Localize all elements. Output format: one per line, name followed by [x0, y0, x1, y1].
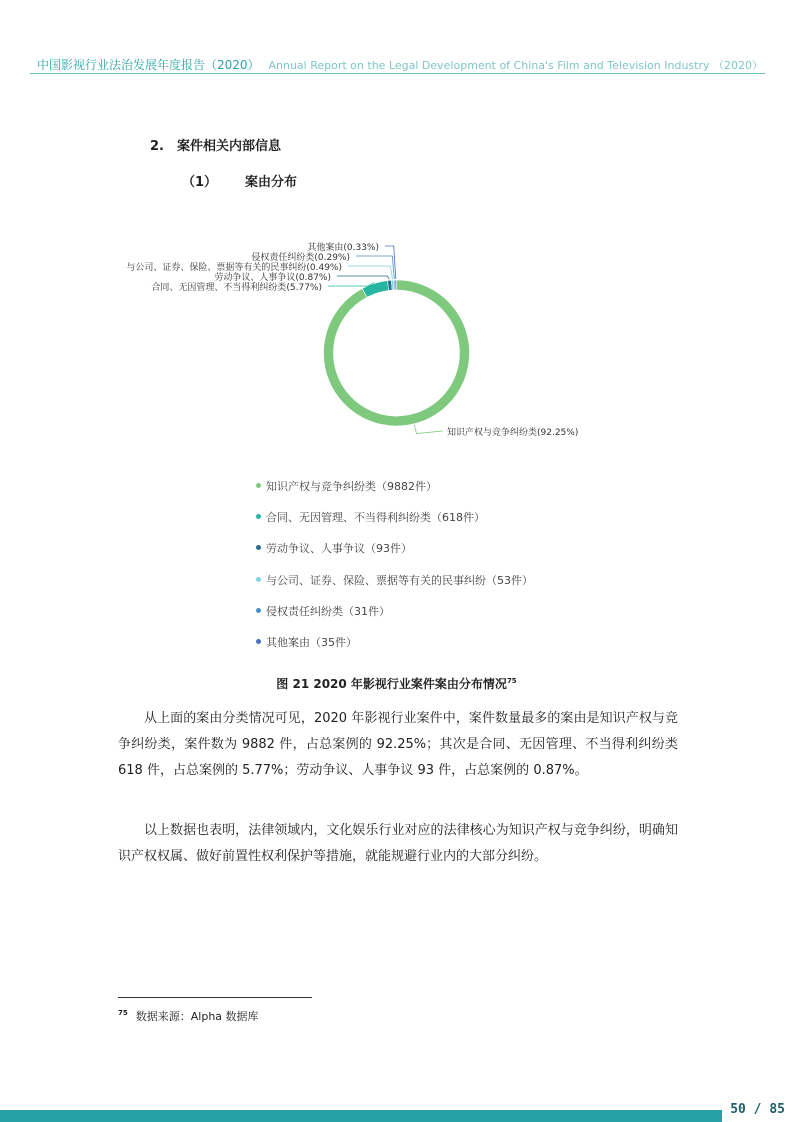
- donut-callout-line-company: [348, 266, 392, 279]
- legend-label-labor: 劳动争议、人事争议（93件）: [266, 542, 412, 556]
- body-paragraph-1: 从上面的案由分类情况可见，2020 年影视行业案件中，案件数量最多的案由是知识产权与竞争纠纷类，案件数为 9882 件，占总案例的 92.25%；其次是合同、无因管理、不当得利纠纷类 618 件，占总案例的 5.77%；劳动争议、人事争议 93 件，占总案例的 0.87%。: [118, 711, 678, 778]
- figure-caption: [0, 675, 793, 692]
- donut-slice-other: [395, 280, 396, 290]
- legend-label-other: 其他案由（35件）: [266, 635, 357, 649]
- donut-label-other: 其他案由(0.33%): [307, 243, 379, 253]
- header-title-cn: 中国影视行业法治发展年度报告（2020）: [37, 58, 260, 72]
- legend-swatch-labor: [256, 545, 261, 550]
- body-paragraph-2: 以上数据也表明，法律领域内，文化娱乐行业对应的法律核心为知识产权与竞争纠纷，明确知识产权权属、做好前置性权利保护等措施，就能规避行业内的大部分纠纷。: [118, 823, 678, 864]
- legend-swatch-tort: [256, 608, 261, 613]
- donut-label-company: 与公司、证券、保险、票据等有关的民事纠纷(0.49%): [126, 263, 342, 273]
- legend-label-contract: 合同、无因管理、不当得利纠纷类（618件）: [266, 511, 485, 525]
- donut-callout-line-contract: [328, 282, 374, 286]
- donut-callout-line-labor: [337, 276, 389, 279]
- footer-bar: [0, 1110, 722, 1122]
- subsection-number: （1）: [182, 175, 218, 190]
- legend-label-ip: 知识产权与竞争纠纷类（9882件）: [266, 480, 437, 493]
- page-number: 50 / 85: [730, 1102, 785, 1117]
- figure-caption-text: 图 21 2020 年影视行业案件案由分布情况: [276, 677, 507, 691]
- legend-label-company: 与公司、证券、保险、票据等有关的民事纠纷（53件）: [266, 573, 533, 587]
- donut-label-labor: 劳动争议、人事争议(0.87%): [214, 273, 331, 283]
- chart-legend: [256, 478, 533, 665]
- legend-item-other: [256, 634, 533, 665]
- footnote-divider: [118, 997, 312, 998]
- donut-chart: [0, 0, 793, 470]
- donut-label-ip: 知识产权与竞争纠纷类(92.25%): [447, 428, 579, 438]
- legend-swatch-other: [256, 639, 261, 644]
- legend-item-tort: [256, 603, 533, 634]
- donut-label-tort: 侵权责任纠纷类(0.29%): [251, 253, 350, 263]
- footnote: [118, 1008, 259, 1024]
- header-title-en: Annual Report on the Legal Development of China's Film and Television Industry （2020）: [268, 59, 763, 72]
- legend-item-ip: [256, 478, 533, 509]
- donut-slices: [324, 280, 470, 426]
- legend-swatch-ip: [256, 483, 261, 488]
- section-heading: 2. 案件相关内部信息: [150, 139, 281, 154]
- legend-item-company: [256, 572, 533, 603]
- donut-label-contract: 合同、无因管理、不当得利纠纷类(5.77%): [151, 283, 322, 293]
- legend-item-labor: [256, 540, 533, 571]
- footnote-number: 75: [118, 1009, 128, 1018]
- donut-callout-line-ip: [414, 425, 443, 434]
- legend-swatch-company: [256, 577, 261, 582]
- figure-caption-footnote-ref: 75: [506, 677, 517, 685]
- donut-callout-line-tort: [356, 256, 394, 279]
- legend-swatch-contract: [256, 514, 261, 519]
- legend-item-contract: [256, 509, 533, 540]
- donut-slice-contract: [362, 281, 388, 298]
- footnote-text: 数据来源：Alpha 数据库: [135, 1010, 259, 1023]
- subsection-title: 案由分布: [245, 175, 298, 190]
- legend-label-tort: 侵权责任纠纷类（31件）: [266, 604, 390, 618]
- donut-slice-ip: [324, 280, 470, 426]
